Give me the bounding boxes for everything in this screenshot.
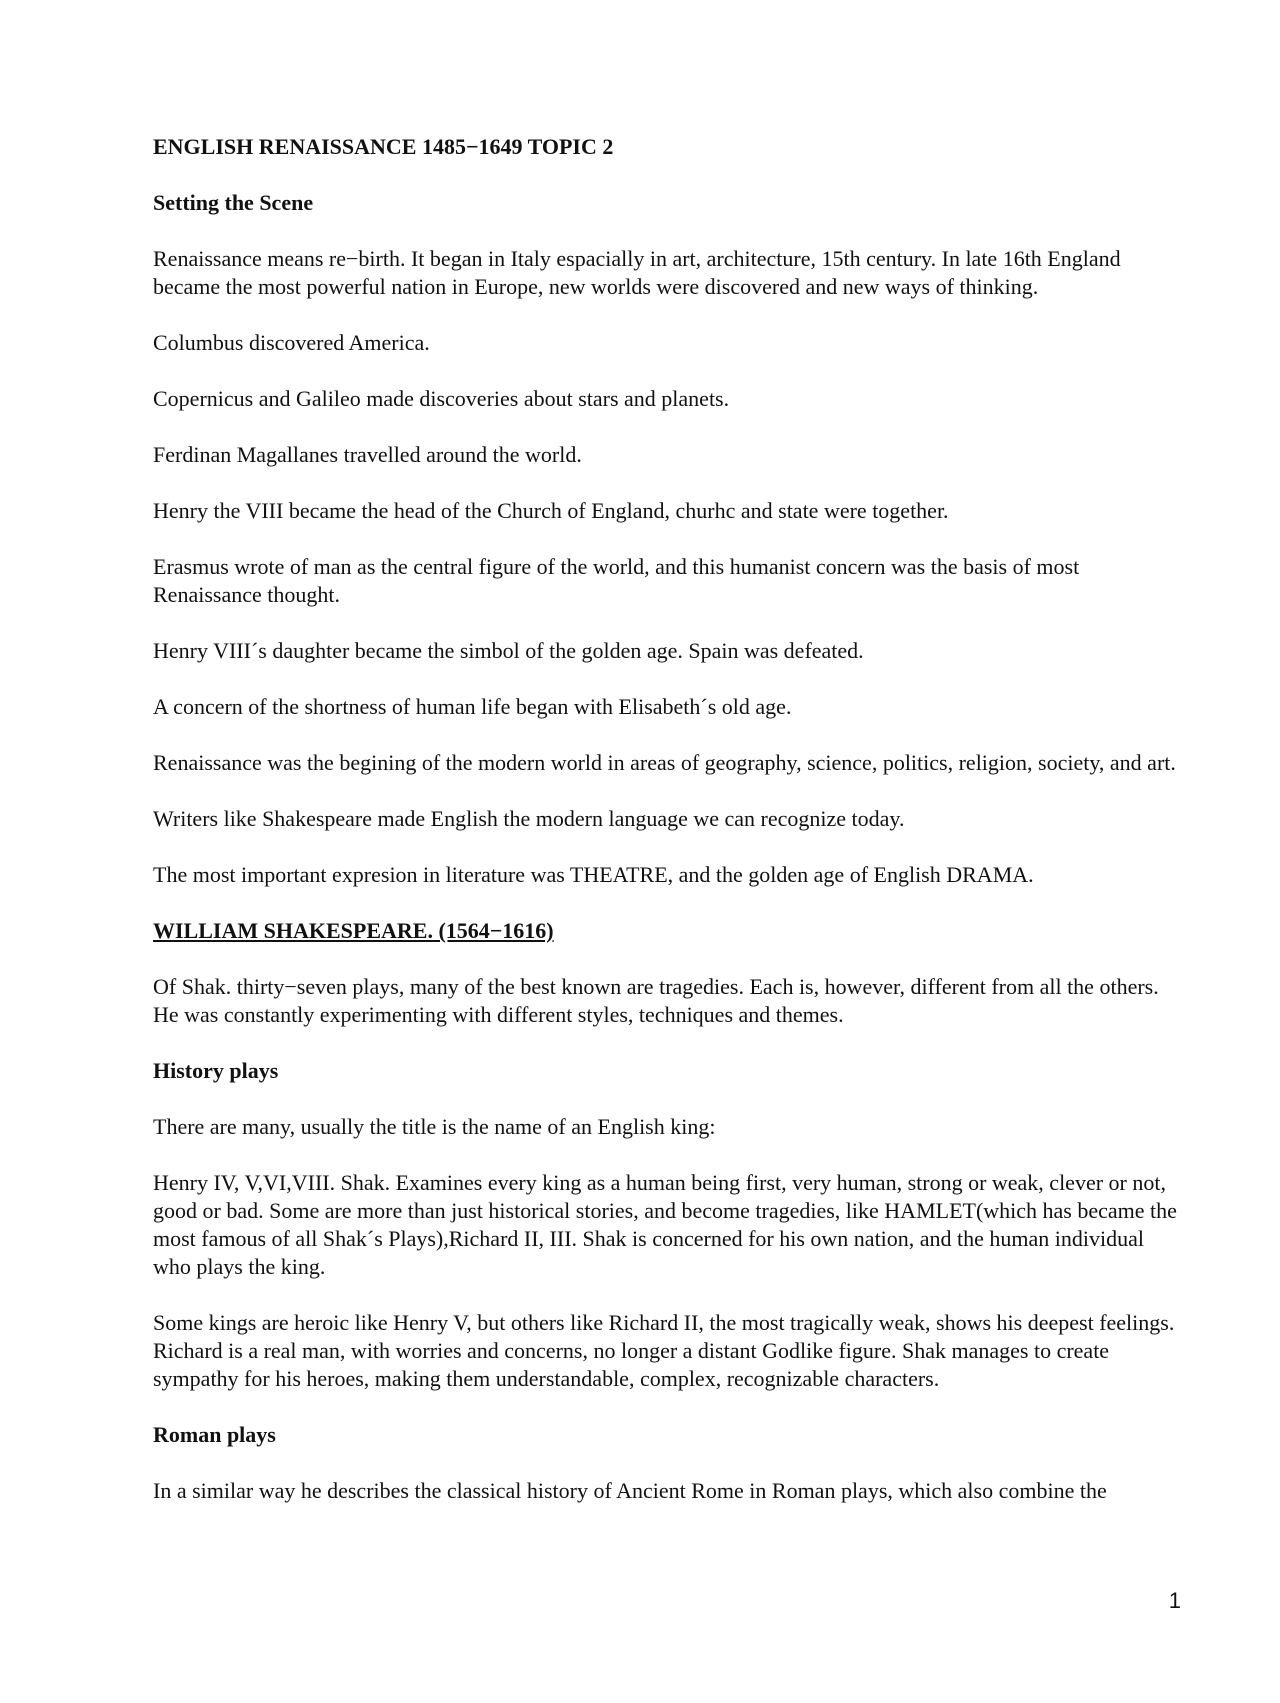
paragraph-modern-world: Renaissance was the begining of the modern world in areas of geography, science, politics, religion, society, and art.	[153, 750, 1176, 775]
paragraph-theatre-drama: The most important expresion in literature was THEATRE, and the golden age of English DRAMA.	[153, 862, 1034, 887]
paragraph-magallanes: Ferdinan Magallanes travelled around the world.	[153, 442, 582, 467]
section-heading-setting-the-scene: Setting the Scene	[153, 190, 314, 215]
paragraph-renaissance-definition: Renaissance means re−birth. It began in Italy espacially in art, architecture, 15th century. In late 16th England became the most powerful nation in Europe, new worlds were discovered and new ways of thinking.	[153, 246, 1121, 299]
section-heading-roman-plays: Roman plays	[153, 1422, 276, 1447]
paragraph-shortness-of-life: A concern of the shortness of human life began with Elisabeth´s old age.	[153, 694, 792, 719]
document-content	[153, 133, 1183, 1533]
document-title: ENGLISH RENAISSANCE 1485−1649 TOPIC 2	[153, 134, 614, 159]
paragraph-shakespeare-plays: Of Shak. thirty−seven plays, many of the best known are tragedies. Each is, however, different from all the others. He was constantly experimenting with different styles, techniques and themes.	[153, 974, 1159, 1027]
paragraph-history-plays-intro: There are many, usually the title is the name of an English king:	[153, 1114, 716, 1139]
paragraph-copernicus-galileo: Copernicus and Galileo made discoveries about stars and planets.	[153, 386, 730, 411]
paragraph-modern-language: Writers like Shakespeare made English the modern language we can recognize today.	[153, 806, 905, 831]
section-heading-history-plays: History plays	[153, 1058, 279, 1083]
paragraph-henry-viii-church: Henry the VIII became the head of the Church of England, churhc and state were together.	[153, 498, 949, 523]
paragraph-history-plays-kings: Henry IV, V,VI,VIII. Shak. Examines every king as a human being first, very human, strong or weak, clever or not, good or bad. Some are more than just historical stories, and become tragedies, like HAMLET(which has became the most famous of all Shak´s Plays),Richard II, III. Shak is concerned for his own nation, and the human individual who plays the king.	[153, 1170, 1177, 1279]
section-heading-william-shakespeare: WILLIAM SHAKESPEARE. (1564−1616)	[153, 918, 554, 943]
page-number: 1	[1168, 1588, 1181, 1613]
paragraph-golden-age: Henry VIII´s daughter became the simbol of the golden age. Spain was defeated.	[153, 638, 864, 663]
paragraph-history-plays-heroes: Some kings are heroic like Henry V, but others like Richard II, the most tragically weak, shows his deepest feelings. Richard is a real man, with worries and concerns, no longer a distant Godlike figure. Shak manages to create sympathy for his heroes, making them understandable, complex, recognizable characters.	[153, 1310, 1175, 1391]
paragraph-erasmus: Erasmus wrote of man as the central figure of the world, and this humanist concern was the basis of most Renaissance thought.	[153, 554, 1080, 607]
paragraph-columbus: Columbus discovered America.	[153, 330, 430, 355]
paragraph-roman-plays: In a similar way he describes the classical history of Ancient Rome in Roman plays, which also combine the	[153, 1478, 1107, 1503]
